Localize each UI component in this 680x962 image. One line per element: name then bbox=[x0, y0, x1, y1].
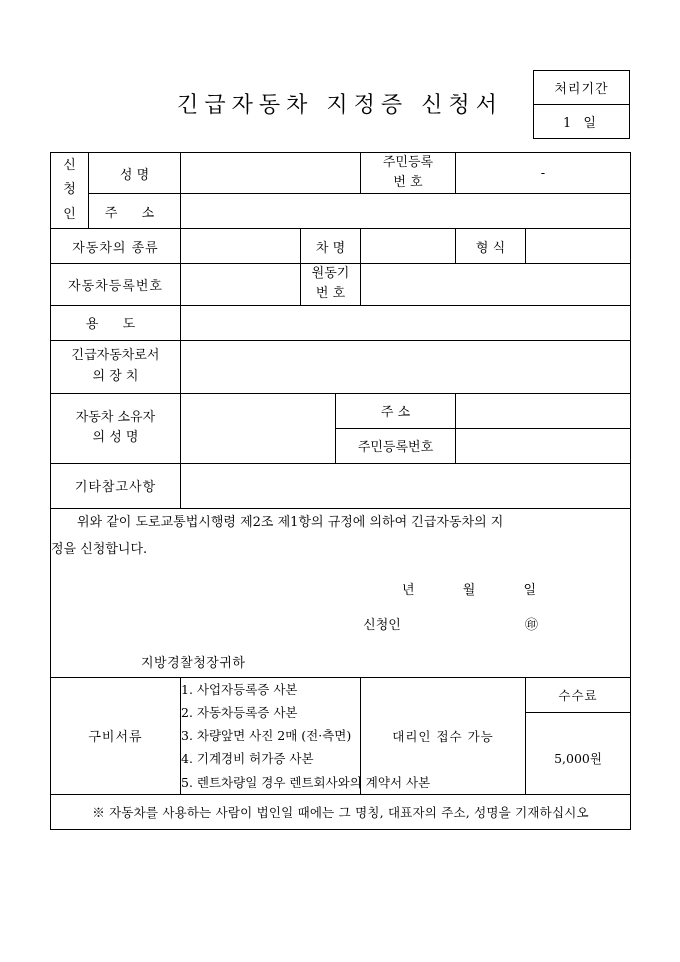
engine-no-value[interactable] bbox=[361, 264, 631, 305]
equipment-value[interactable] bbox=[181, 340, 631, 393]
footnote: ※ 자동차를 사용하는 사람이 법인일 때에는 그 명칭, 대표자의 주소, 성명을 기재하십시오 bbox=[51, 794, 631, 829]
resident-no-label-line1: 주민등록 bbox=[382, 155, 434, 170]
applicant-char-3: 인 bbox=[63, 206, 76, 222]
name-label: 성 명 bbox=[89, 153, 181, 194]
application-form-table bbox=[50, 152, 631, 830]
equipment-label-line1: 긴급자동차로서 bbox=[71, 348, 160, 364]
statement-line-1: 위와 같이 도로교통법시행령 제2조 제1항의 규정에 의하여 긴급자동차의 지 bbox=[77, 514, 504, 530]
table-row bbox=[51, 463, 631, 508]
model-label: 형 식 bbox=[456, 229, 526, 264]
engine-no-label-line1: 원동기 bbox=[311, 266, 350, 282]
name-value[interactable] bbox=[181, 153, 361, 194]
owner-address-label: 주 소 bbox=[336, 393, 456, 428]
usage-value[interactable] bbox=[181, 305, 631, 340]
table-row bbox=[51, 305, 631, 340]
engine-no-label bbox=[301, 264, 361, 305]
address-value[interactable] bbox=[181, 194, 631, 229]
date-line bbox=[51, 577, 630, 604]
model-value[interactable] bbox=[526, 229, 631, 264]
resident-no-label bbox=[361, 153, 456, 194]
list-item: 4. 기계경비 허가증 사본 bbox=[181, 751, 314, 767]
owner-resident-no-label: 주민등록번호 bbox=[336, 428, 456, 463]
year-label: 년 bbox=[402, 583, 417, 599]
vehicle-kind-label: 자동차의 종류 bbox=[51, 229, 181, 264]
applicant-char-2: 청 bbox=[63, 182, 76, 198]
vehicle-reg-no-label: 자동차등록번호 bbox=[51, 264, 181, 305]
month-label: 월 bbox=[462, 583, 478, 599]
footnote-row bbox=[51, 794, 631, 829]
statement-line-2: 정을 신청합니다. bbox=[51, 541, 148, 557]
table-row bbox=[51, 264, 631, 305]
list-item: 3. 차량앞면 사진 2매 (전·측면) bbox=[181, 728, 352, 744]
owner-value[interactable] bbox=[181, 393, 336, 463]
addressee-line: 지방경찰청장귀하 bbox=[141, 655, 246, 671]
processing-period-box bbox=[533, 70, 630, 139]
agent-note: 대리인 접수 가능 bbox=[361, 678, 526, 795]
signature-line bbox=[51, 612, 630, 639]
owner-label-line1: 자동차 소유자 bbox=[75, 409, 156, 425]
equipment-label bbox=[51, 340, 181, 393]
fee-value: 5,000원 bbox=[554, 751, 602, 767]
resident-no-value[interactable]: - bbox=[456, 153, 631, 194]
table-row bbox=[51, 229, 631, 264]
day-label: 일 bbox=[523, 583, 538, 599]
owner-label bbox=[51, 393, 181, 463]
equipment-label-line2: 의 장 치 bbox=[92, 368, 139, 384]
fee-cell bbox=[526, 678, 631, 795]
documents-row bbox=[51, 678, 631, 795]
owner-label-line2: 의 성 명 bbox=[92, 430, 139, 446]
statement-block bbox=[51, 508, 631, 677]
statement-row bbox=[51, 508, 631, 677]
applicant-vertical-label bbox=[51, 153, 89, 229]
fee-label: 수수료 bbox=[526, 678, 630, 713]
owner-address-value[interactable] bbox=[456, 393, 631, 428]
processing-period-label: 처리기간 bbox=[534, 71, 629, 105]
vehicle-kind-value[interactable] bbox=[181, 229, 301, 264]
document-header bbox=[0, 0, 680, 131]
resident-no-label-line2: 번 호 bbox=[393, 175, 423, 191]
table-row bbox=[51, 194, 631, 229]
table-row bbox=[51, 153, 631, 194]
page-title: 긴급자동차 지정증 신청서 bbox=[177, 93, 503, 118]
applicant-char-1: 신 bbox=[63, 157, 76, 173]
list-item: 5. 렌트차량일 경우 렌트회사와의 계약서 사본 bbox=[181, 774, 431, 790]
vehicle-reg-no-value[interactable] bbox=[181, 264, 301, 305]
etc-value[interactable] bbox=[181, 463, 631, 508]
etc-label: 기타참고사항 bbox=[51, 463, 181, 508]
engine-no-label-line2: 번 호 bbox=[315, 286, 346, 302]
table-row bbox=[51, 393, 631, 428]
list-item: 2. 자동차등록증 사본 bbox=[181, 705, 298, 721]
list-item: 1. 사업자등록증 사본 bbox=[181, 682, 298, 698]
seal-icon: ㊞ bbox=[524, 618, 538, 634]
documents-list bbox=[181, 678, 431, 795]
address-label: 주 소 bbox=[89, 194, 181, 229]
documents-label: 구비서류 bbox=[51, 678, 181, 795]
usage-label: 용 도 bbox=[51, 305, 181, 340]
applicant-label: 신청인 bbox=[363, 618, 401, 634]
vehicle-name-label: 차 명 bbox=[301, 229, 361, 264]
vehicle-name-value[interactable] bbox=[361, 229, 456, 264]
owner-resident-no-value[interactable] bbox=[456, 428, 631, 463]
table-row bbox=[51, 340, 631, 393]
processing-period-value: 1 일 bbox=[563, 116, 600, 131]
